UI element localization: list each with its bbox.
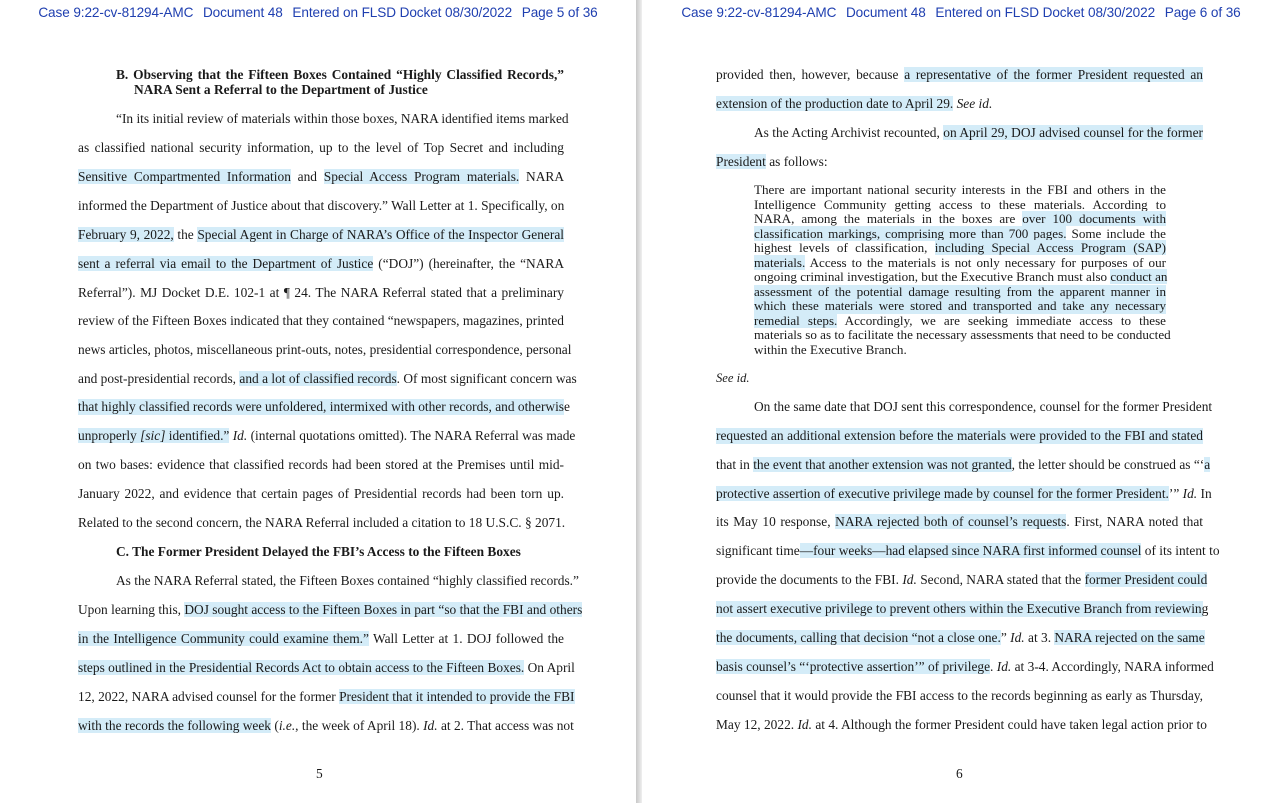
text-line: provide the documents to the FBI. Id. Second, NARA stated that the former President could bbox=[716, 572, 1208, 587]
text-line: Sensitive Compartmented Information and Special Access Program materials. NARA bbox=[78, 169, 565, 184]
docket-entry-date: Entered on FLSD Docket 08/30/2022 bbox=[935, 5, 1156, 20]
text-line: in the Intelligence Community could examine them.” Wall Letter at 1. DOJ followed the bbox=[78, 631, 564, 646]
text-line: and post-presidential records, and a lot of classified records. Of most significant concern was bbox=[78, 371, 577, 386]
quote-line: assessment of the potential damage resulting from the apparent manner in bbox=[754, 283, 1166, 299]
text-line: sent a referral via email to the Department of Justice (“DOJ”) (hereinafter, the “NARA bbox=[78, 256, 564, 271]
section-heading-c: C. The Former President Delayed the FBI’s Access to the Fifteen Boxes bbox=[116, 544, 521, 559]
text-line: review of the Fifteen Boxes indicated that they contained “newspapers, magazines, printed bbox=[78, 313, 564, 328]
page-indicator: Page 6 of 36 bbox=[1164, 5, 1241, 20]
text-line: informed the Department of Justice about that discovery.” Wall Letter at 1. Specifically, on bbox=[78, 198, 565, 213]
text-line: President as follows: bbox=[716, 154, 828, 169]
quote-line: materials. Access to the materials is not only necessary for purposes of our bbox=[754, 254, 1166, 270]
document-number: Document 48 bbox=[202, 5, 283, 20]
text-line: extension of the production date to April 29. See id. bbox=[716, 96, 993, 111]
text-line: 12, 2022, NARA advised counsel for the former President that it intended to provide the FBI bbox=[78, 689, 575, 704]
document-page-5 bbox=[0, 0, 636, 803]
text-line: unproperly [sic] identified.” Id. (internal quotations omitted). The NARA Referral was made bbox=[78, 428, 576, 443]
text-line: “In its initial review of materials within those boxes, NARA identified items marked bbox=[116, 111, 569, 126]
page-indicator: Page 5 of 36 bbox=[521, 5, 598, 20]
text-line: May 12, 2022. Id. at 4. Although the former President could have taken legal action prior to bbox=[716, 717, 1207, 732]
text-line: As the Acting Archivist recounted, on April 29, DOJ advised counsel for the former bbox=[754, 125, 1204, 140]
text-line: On the same date that DOJ sent this correspondence, counsel for the former President bbox=[754, 399, 1213, 414]
text-line: as classified national security information, up to the level of Top Secret and including bbox=[78, 140, 564, 155]
section-heading-b: B. Observing that the Fifteen Boxes Contained “Highly Classified Records,” bbox=[116, 67, 564, 82]
quote-line: There are important national security interests in the FBI and others in the bbox=[754, 182, 1166, 197]
quote-line: materials so as to facilitate the necessary assessments that need to be conducted bbox=[754, 327, 1171, 342]
text-line: protective assertion of executive privilege made by counsel for the former President.’” Id. In bbox=[716, 486, 1212, 501]
page-number: 6 bbox=[956, 766, 963, 781]
quote-line: which these materials were stored and transported and take any necessary bbox=[754, 298, 1166, 313]
text-line: its May 10 response, NARA rejected both of counsel’s requests. First, NARA noted that bbox=[716, 514, 1203, 529]
text-line: provided then, however, because a representative of the former President requested an bbox=[716, 67, 1203, 82]
text-line: January 2022, and evidence that certain pages of Presidential records had been torn up. bbox=[78, 486, 564, 501]
text-line: February 9, 2022, the Special Agent in Charge of NARA’s Office of the Inspector General bbox=[78, 227, 564, 242]
quote-line: classification markings, comprising more than 700 pages. Some include the bbox=[754, 225, 1166, 241]
page-number: 5 bbox=[316, 766, 323, 781]
text-line: As the NARA Referral stated, the Fifteen Boxes contained “highly classified records.” bbox=[116, 573, 579, 588]
docket-header bbox=[642, 5, 1280, 20]
text-line: that in the event that another extension was not granted, the letter should be construed as “‘a bbox=[716, 457, 1211, 472]
quote-line: remedial steps. Accordingly, we are seeking immediate access to these bbox=[754, 312, 1166, 328]
text-line: not assert executive privilege to prevent others within the Executive Branch from reviewing bbox=[716, 601, 1209, 616]
text-line: significant time—four weeks—had elapsed since NARA first informed counsel of its intent to bbox=[716, 543, 1220, 558]
text-line: the documents, calling that decision “not a close one.” Id. at 3. NARA rejected on the same bbox=[716, 630, 1205, 645]
text-line: steps outlined in the Presidential Records Act to obtain access to the Fifteen Boxes. On April bbox=[78, 660, 575, 675]
text-line: on two bases: evidence that classified records had been stored at the Premises until mid- bbox=[78, 457, 564, 472]
text-line: Related to the second concern, the NARA Referral included a citation to 18 U.S.C. § 2071. bbox=[78, 515, 566, 530]
citation: See id. bbox=[716, 371, 750, 385]
text-line: counsel that it would provide the FBI access to the records beginning as early as Thursday, bbox=[716, 688, 1203, 703]
case-number: Case 9:22-cv-81294-AMC bbox=[681, 5, 837, 20]
section-heading-b-line2: NARA Sent a Referral to the Department of Justice bbox=[134, 82, 428, 97]
text-line: basis counsel’s “‘protective assertion’” of privilege. Id. at 3-4. Accordingly, NARA informed bbox=[716, 659, 1214, 674]
document-number: Document 48 bbox=[845, 5, 926, 20]
text-line: news articles, photos, miscellaneous print-outs, notes, presidential correspondence, personal bbox=[78, 342, 572, 357]
text-line: Upon learning this, DOJ sought access to the Fifteen Boxes in part “so that the FBI and others bbox=[78, 602, 583, 617]
text-line: requested an additional extension before the materials were provided to the FBI and stated bbox=[716, 428, 1203, 443]
quote-line: highest levels of classification, including Special Access Program (SAP) bbox=[754, 240, 1166, 255]
document-page-6 bbox=[642, 0, 1280, 803]
case-number: Case 9:22-cv-81294-AMC bbox=[38, 5, 194, 20]
quote-line: ongoing criminal investigation, but the Executive Branch must also conduct an bbox=[754, 269, 1168, 284]
quote-line: within the Executive Branch. bbox=[754, 341, 907, 357]
docket-entry-date: Entered on FLSD Docket 08/30/2022 bbox=[292, 5, 513, 20]
text-line: that highly classified records were unfoldered, intermixed with other records, and otherwise bbox=[78, 399, 570, 414]
text-line: with the records the following week (i.e., the week of April 18). Id. at 2. That access was not bbox=[78, 718, 574, 733]
docket-header bbox=[0, 5, 636, 20]
text-line: Referral”). MJ Docket D.E. 102-1 at ¶ 24. The NARA Referral stated that a preliminary bbox=[78, 285, 564, 300]
quote-line: Intelligence Community getting access to these materials. According to bbox=[754, 196, 1166, 212]
quote-line: NARA, among the materials in the boxes are over 100 documents with bbox=[754, 211, 1166, 226]
